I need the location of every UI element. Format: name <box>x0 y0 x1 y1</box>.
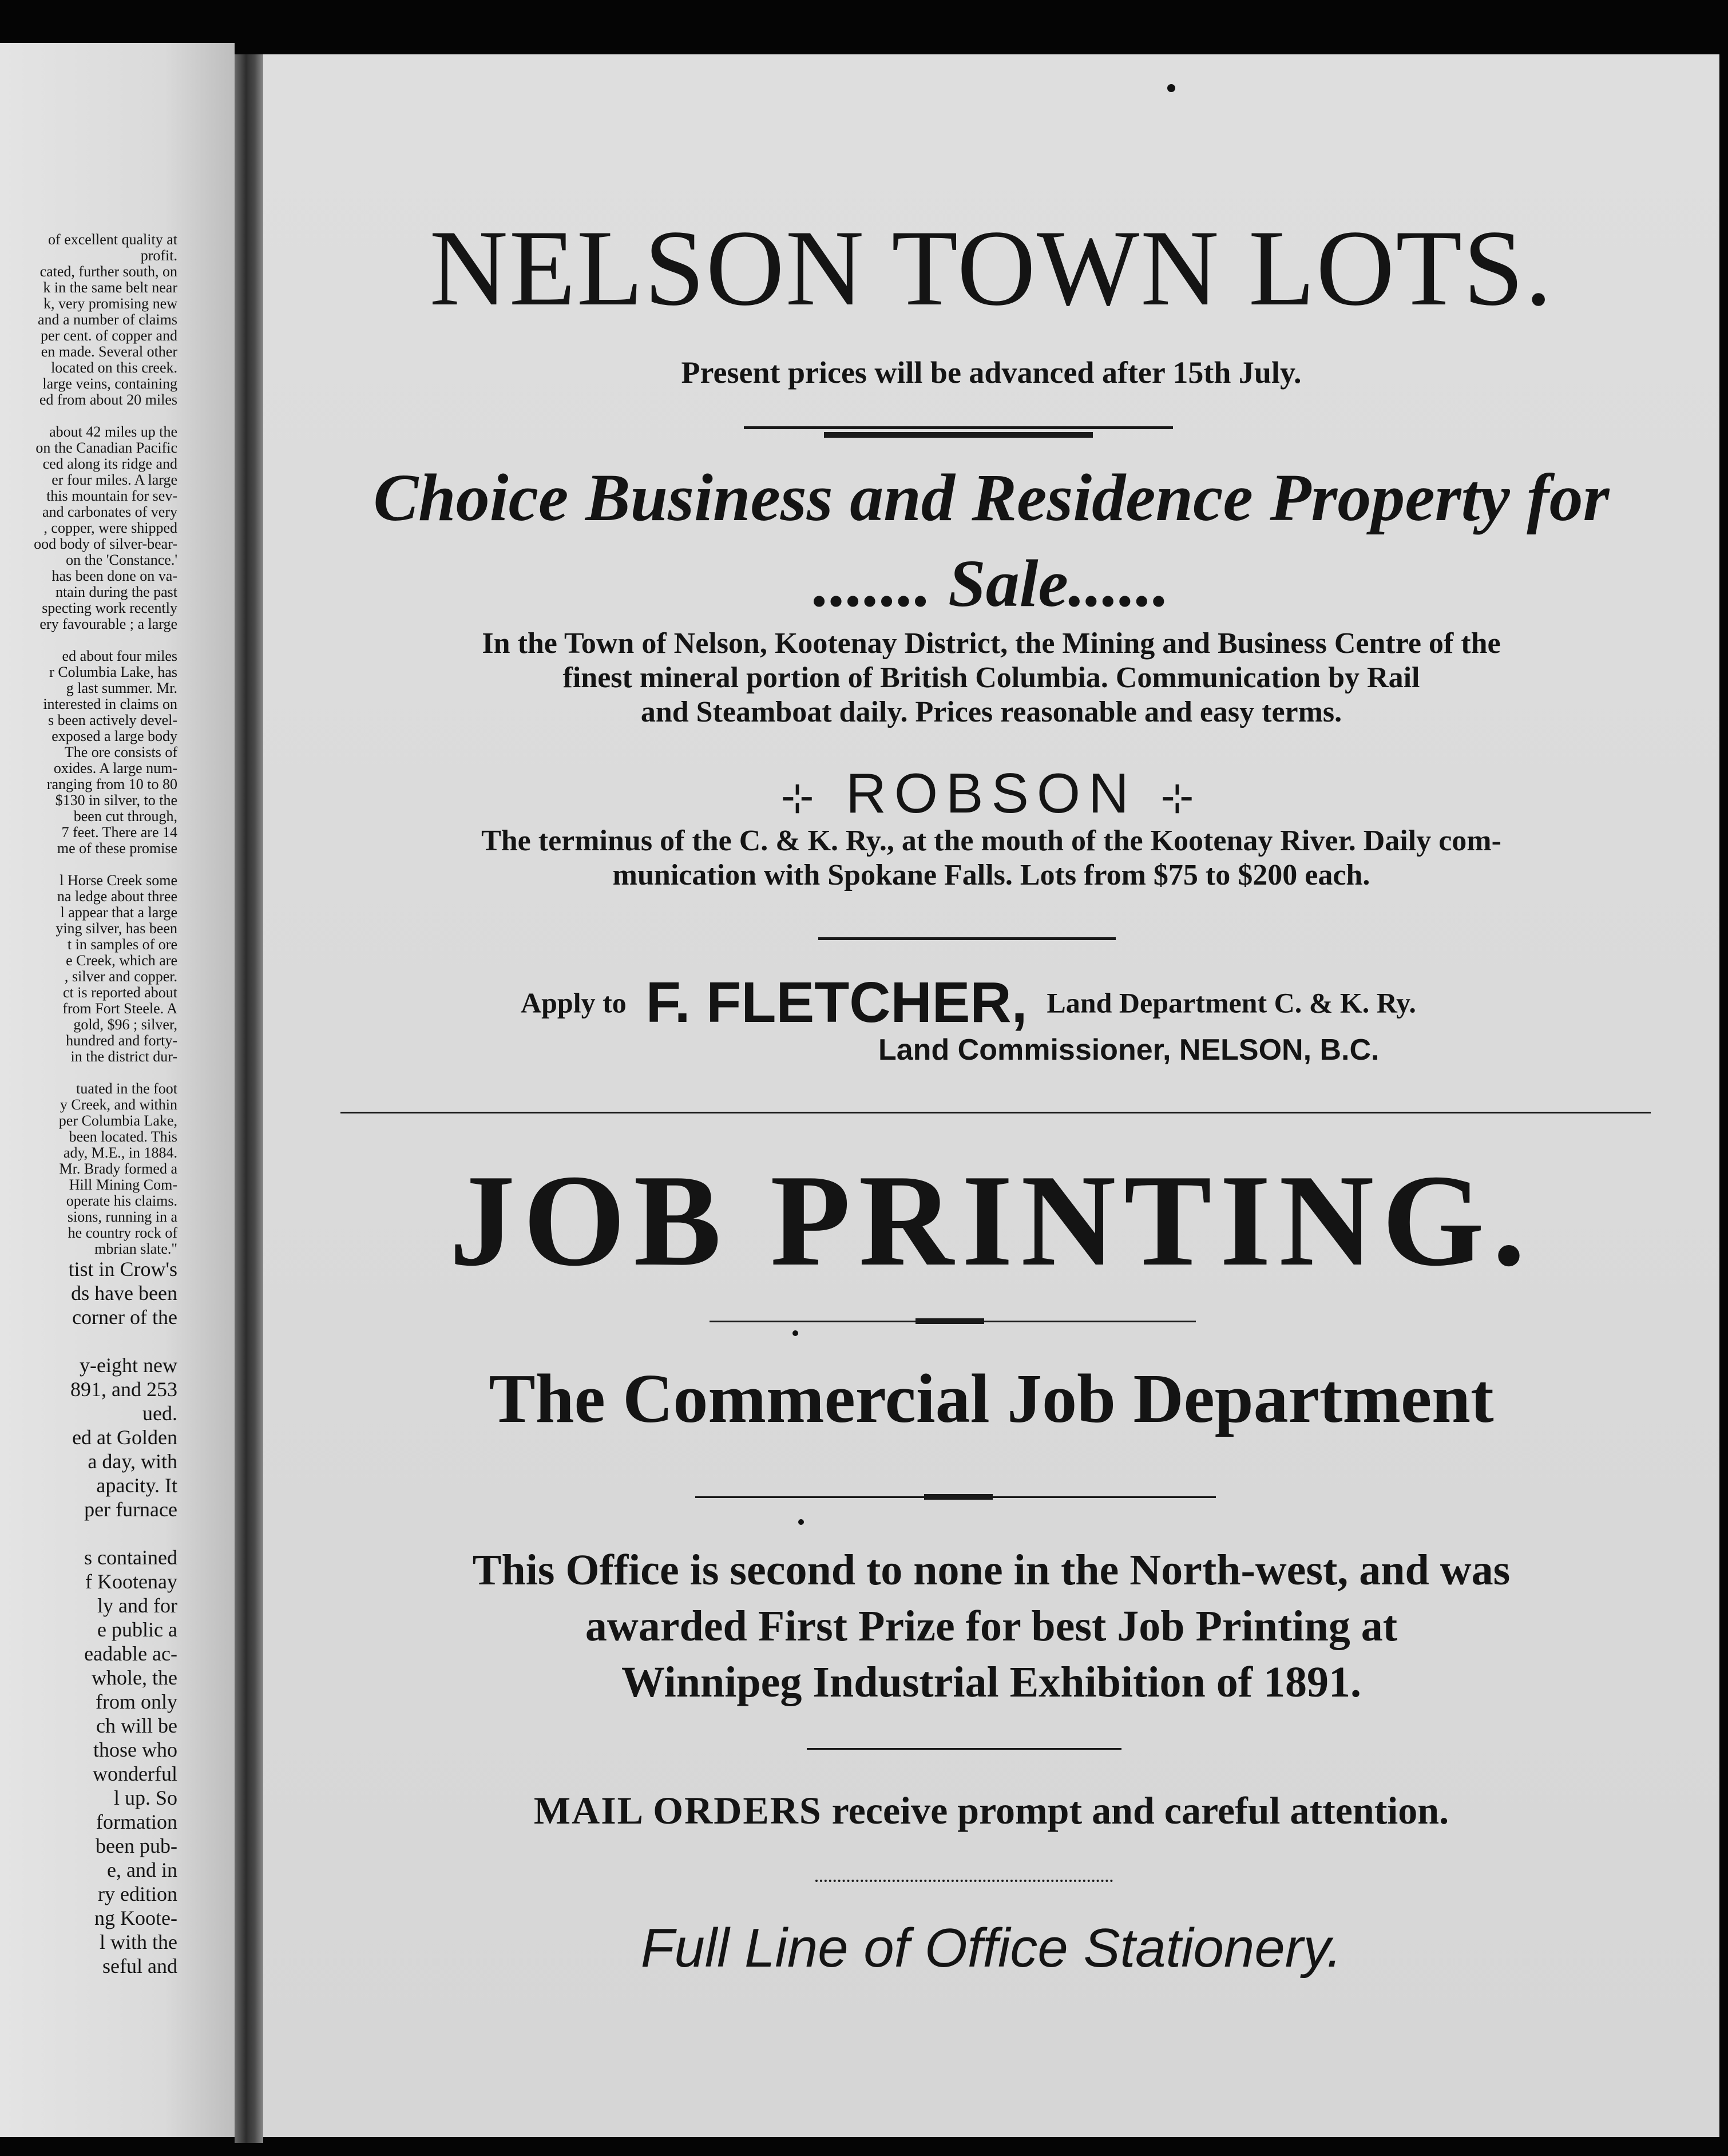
advertisement-page <box>263 54 1719 2137</box>
left-column-line: hundred and forty- <box>66 1032 177 1049</box>
divider-rule-thick <box>824 432 1093 438</box>
para2-line-1: The terminus of the C. & K. Ry., at the mouth of the Kootenay River. Daily com- <box>481 825 1501 857</box>
left-column-line: ood body of silver-bear- <box>34 536 177 552</box>
left-column-line: , silver and copper. <box>64 968 177 985</box>
commercial-department-heading: The Commercial Job Department <box>489 1360 1494 1437</box>
left-column-line: sions, running in a <box>67 1208 177 1225</box>
mail-orders-line <box>263 1788 1719 1833</box>
left-column-line <box>0 408 177 424</box>
left-column-line: ds have been <box>71 1282 177 1305</box>
left-column-line: seful and <box>102 1955 177 1977</box>
robson-title: ROBSON <box>846 762 1137 825</box>
choice-line-2: ....... Sale...... <box>813 546 1170 621</box>
left-column-line: mbrian slate." <box>94 1241 177 1257</box>
left-column-line: 7 feet. There are 14 <box>61 824 177 841</box>
left-column-line: na ledge about three <box>57 888 177 905</box>
office-stationery-line: Full Line of Office Stationery. <box>640 1917 1342 1979</box>
left-column-line: ed about four miles <box>62 648 177 664</box>
left-column-line <box>0 857 177 873</box>
left-column-line: has been done on va- <box>51 568 177 584</box>
left-column-line: ery favourable ; a large <box>39 616 177 632</box>
left-column-line: k, very promising new <box>43 295 177 312</box>
left-column-line: , copper, were shipped <box>43 520 177 536</box>
left-column-line: ng Koote- <box>94 1907 177 1929</box>
left-column-line: $130 in silver, to the <box>55 792 177 808</box>
nelson-description <box>263 627 1719 730</box>
section-separator <box>340 1112 1651 1113</box>
left-column-line: 891, and 253 <box>70 1378 177 1401</box>
print-speck <box>792 1330 798 1336</box>
left-column-line: per Columbia Lake, <box>58 1112 177 1129</box>
divider-rule <box>807 1748 1121 1750</box>
prize-description <box>263 1542 1719 1710</box>
divider-rule <box>818 937 1116 940</box>
land-commissioner: Land Commissioner, NELSON, B.C. <box>878 1033 1380 1067</box>
left-column-line: exposed a large body <box>51 728 177 744</box>
dotted-divider <box>815 1880 1113 1882</box>
mail-orders-bold: MAIL ORDERS <box>533 1789 822 1832</box>
left-column-line: t in samples of ore <box>67 936 177 953</box>
left-column-line: and carbonates of very <box>42 504 177 520</box>
left-column-line: this mountain for sev- <box>46 488 177 504</box>
robson-description <box>263 824 1719 893</box>
left-column-line: specting work recently <box>42 600 177 616</box>
left-column-line: me of these promise <box>57 840 177 857</box>
left-column-line: and a number of claims <box>37 311 177 328</box>
left-column-line <box>0 1521 177 1545</box>
robson-heading <box>263 761 1719 826</box>
left-page <box>0 43 235 2137</box>
left-column-line: a day, with <box>88 1450 177 1473</box>
left-column-line: about 42 miles up the <box>49 423 177 440</box>
left-column-text <box>0 232 177 1978</box>
left-column-line: ry edition <box>98 1882 177 1905</box>
book-gutter <box>235 54 263 2143</box>
land-department: Land Department C. & K. Ry. <box>1047 986 1416 1019</box>
para3-line-1: This Office is second to none in the North-west, and was <box>472 1546 1511 1594</box>
left-column-line: e Creek, which are <box>66 952 177 969</box>
left-column-line: in the district dur- <box>70 1048 177 1065</box>
prices-notice: Present prices will be advanced after 15th July. <box>681 355 1302 390</box>
ornament-right-icon: ⊹ <box>1160 775 1202 821</box>
left-column-line: en made. Several other <box>41 343 177 360</box>
para3-line-3: Winnipeg Industrial Exhibition of 1891. <box>621 1658 1362 1706</box>
left-column-line <box>0 1065 177 1081</box>
para2-line-2: munication with Spokane Falls. Lots from $75 to $200 each. <box>612 859 1370 891</box>
agent-name: F. FLETCHER, <box>645 970 1028 1035</box>
left-column-line: tuated in the foot <box>76 1080 177 1097</box>
nelson-town-lots-title: NELSON TOWN LOTS. <box>429 208 1553 328</box>
left-column-line: formation <box>96 1810 177 1833</box>
left-column-line: l Horse Creek some <box>60 872 177 889</box>
left-column-line: operate his claims. <box>66 1192 177 1209</box>
job-printing-title: JOB PRINTING. <box>449 1147 1533 1293</box>
print-speck <box>1167 84 1175 92</box>
para3-line-2: awarded First Prize for best Job Printing at <box>585 1602 1398 1650</box>
para1-line-2: finest mineral portion of British Columbia. Communication by Rail <box>562 661 1420 694</box>
left-column-line <box>0 632 177 648</box>
left-column-line: ly and for <box>97 1594 177 1617</box>
left-column-line: ced along its ridge and <box>42 455 177 472</box>
left-column-line: cated, further south, on <box>39 263 177 280</box>
left-column-line: interested in claims on <box>43 696 177 712</box>
left-column-line: from only <box>96 1690 177 1713</box>
left-column-line: ch will be <box>96 1714 177 1737</box>
divider-rule <box>744 426 1173 429</box>
left-column-line: k in the same belt near <box>43 279 177 296</box>
left-column-line: er four miles. A large <box>51 471 177 488</box>
left-column-line: ct is reported about <box>63 984 177 1001</box>
left-column-line: large veins, containing <box>42 375 177 392</box>
left-column-line: g last summer. Mr. <box>66 680 177 696</box>
left-column-line: corner of the <box>72 1306 177 1329</box>
left-column-line: ued. <box>142 1402 177 1425</box>
para1-line-3: and Steamboat daily. Prices reasonable and easy terms. <box>640 696 1342 728</box>
left-column-line: e public a <box>97 1618 177 1641</box>
left-column-line: l up. So <box>113 1786 177 1809</box>
left-column-line: l with the <box>100 1931 177 1953</box>
left-column-line: those who <box>93 1738 177 1761</box>
left-column-line: Hill Mining Com- <box>69 1176 177 1193</box>
left-column-line: he country rock of <box>68 1224 177 1241</box>
apply-row <box>521 970 1416 1036</box>
left-column-line: s been actively devel- <box>48 712 177 728</box>
left-column-line: ed from about 20 miles <box>39 391 177 408</box>
divider-rule-thick <box>915 1318 984 1324</box>
left-column-line: ranging from 10 to 80 <box>46 776 177 792</box>
left-column-line: been cut through, <box>73 808 177 825</box>
left-column-line: eadable ac- <box>84 1642 177 1665</box>
left-column-line: oxides. A large num- <box>53 760 177 776</box>
left-column-line: y Creek, and within <box>60 1096 177 1113</box>
para1-line-1: In the Town of Nelson, Kootenay District, the Mining and Business Centre of the <box>482 627 1501 660</box>
left-column-line: y-eight new <box>80 1354 177 1377</box>
left-column-line: f Kootenay <box>85 1570 177 1593</box>
left-column-line: gold, $96 ; silver, <box>73 1016 177 1033</box>
divider-rule-thick <box>924 1494 993 1500</box>
choice-property-heading <box>263 455 1719 627</box>
left-column-line: on the 'Constance.' <box>66 552 177 568</box>
ornament-left-icon: ⊹ <box>780 775 822 821</box>
left-column-line: tist in Crow's <box>68 1258 177 1281</box>
choice-line-1: Choice Business and Residence Property for <box>373 460 1610 535</box>
left-column-line: ed at Golden <box>72 1426 177 1449</box>
left-column-line: been pub- <box>96 1834 177 1857</box>
left-column-line: r Columbia Lake, has <box>49 664 177 680</box>
left-column-line: from Fort Steele. A <box>62 1000 177 1017</box>
left-column-line: e, and in <box>107 1858 177 1881</box>
print-speck <box>798 1519 804 1525</box>
left-column-line: ady, M.E., in 1884. <box>63 1144 177 1161</box>
left-column-line <box>0 1329 177 1353</box>
left-column-line: per furnace <box>84 1498 177 1521</box>
left-column-line: Mr. Brady formed a <box>59 1160 177 1177</box>
left-column-line: ntain during the past <box>55 584 177 600</box>
left-column-line: The ore consists of <box>64 744 177 760</box>
left-column-line: of excellent quality at <box>48 231 177 248</box>
left-column-line: profit. <box>140 247 177 264</box>
left-column-line: whole, the <box>92 1666 177 1689</box>
left-column-line: located on this creek. <box>51 359 177 376</box>
left-column-line: per cent. of copper and <box>41 327 177 344</box>
apply-label: Apply to <box>521 986 627 1019</box>
left-column-line: on the Canadian Pacific <box>35 439 177 456</box>
left-column-line: been located. This <box>69 1128 177 1145</box>
mail-orders-rest: receive prompt and careful attention. <box>831 1789 1449 1832</box>
left-column-line: ying silver, has been <box>56 920 177 937</box>
left-column-line: wonderful <box>93 1762 177 1785</box>
left-column-line: apacity. It <box>96 1474 177 1497</box>
left-column-line: s contained <box>84 1546 177 1569</box>
left-column-line: l appear that a large <box>60 904 177 921</box>
